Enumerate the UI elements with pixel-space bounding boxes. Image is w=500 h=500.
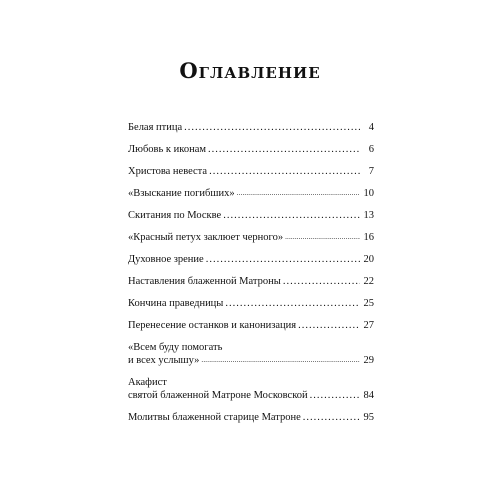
toc-entry[interactable] <box>128 319 374 332</box>
dot-leader <box>298 319 360 332</box>
toc-entry-title-line: и всех услышу» <box>128 355 200 366</box>
toc-entry[interactable] <box>128 275 374 288</box>
toc-entry-page: 10 <box>363 188 374 199</box>
dot-leader <box>225 297 360 310</box>
toc-entry-title: Наставления блаженной Матроны <box>128 276 281 287</box>
page-title: Оглавление <box>179 58 321 83</box>
toc-entry-page: 20 <box>363 254 374 265</box>
toc-entry-title: Любовь к иконам <box>128 144 207 155</box>
toc-entry-title: Белая птица <box>128 122 183 133</box>
dot-leader <box>283 275 360 288</box>
toc-entry-title-line: святой блаженной Матроне Московской <box>128 390 308 401</box>
dot-leader <box>206 253 360 266</box>
toc-entry-page: 84 <box>363 390 374 401</box>
toc-entry-page: 22 <box>363 276 374 287</box>
toc-entry-title: Кончина праведницы <box>128 298 224 309</box>
toc-entry-page: 27 <box>363 320 374 331</box>
dot-leader <box>310 389 360 402</box>
toc-entry[interactable] <box>128 253 374 266</box>
toc-entry-page: 13 <box>363 210 374 221</box>
toc-entry-title: Молитвы блаженной старице Матроне <box>128 412 301 423</box>
dot-leader <box>285 231 360 244</box>
toc-entry[interactable] <box>128 411 374 424</box>
dot-leader <box>184 121 360 134</box>
toc-entry-title: Духовное зрение <box>128 254 204 265</box>
toc-entry-title: Скитания по Москве <box>128 210 222 221</box>
dot-leader <box>201 354 360 367</box>
toc-entry-title: «Красный петух заклюет черного» <box>128 232 284 243</box>
toc-entry[interactable] <box>128 209 374 222</box>
dot-leader <box>223 209 360 222</box>
toc-entry[interactable] <box>128 376 374 402</box>
toc-entry[interactable] <box>128 165 374 178</box>
toc-entry-title: Христова невеста <box>128 166 208 177</box>
toc-entry-page: 4 <box>368 122 374 133</box>
dot-leader <box>209 165 360 178</box>
toc-entry-page: 95 <box>363 412 374 423</box>
toc-entry-title-line: «Всем буду помогать <box>128 342 223 353</box>
toc-entry-page: 6 <box>368 144 374 155</box>
toc-entry[interactable] <box>128 297 374 310</box>
dot-leader <box>208 143 360 156</box>
toc-entry-title: «Взыскание погибших» <box>128 188 235 199</box>
dot-leader <box>237 187 360 200</box>
toc-entry-page: 16 <box>363 232 374 243</box>
toc-entry-title: Перенесение останков и канонизация <box>128 320 297 331</box>
toc-entry[interactable] <box>128 121 374 134</box>
toc-entry[interactable] <box>128 187 374 200</box>
toc-entry-page: 7 <box>368 166 374 177</box>
dot-leader <box>303 411 360 424</box>
toc-entry[interactable] <box>128 143 374 156</box>
toc-entry[interactable] <box>128 231 374 244</box>
toc-entry-page: 25 <box>363 298 374 309</box>
toc-entry-title-line: Акафист <box>128 377 167 388</box>
toc-entry-page: 29 <box>363 355 374 366</box>
toc-entry[interactable] <box>128 341 374 367</box>
